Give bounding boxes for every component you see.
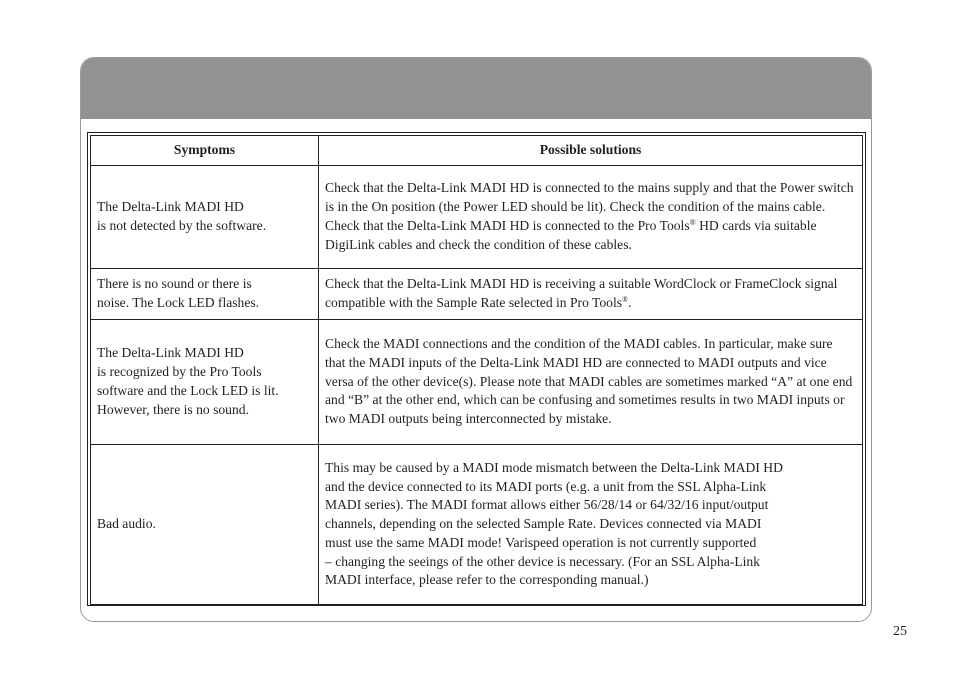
page-number: 25 xyxy=(893,624,907,639)
symptom-line: The Delta-Link MADI HD xyxy=(97,345,244,361)
symptom-line: is not detected by the software. xyxy=(97,218,267,233)
solution-cell xyxy=(319,269,863,320)
solution-line: – changing the seeings of the other device is necessary. (For an SSL Alpha-Link xyxy=(325,553,761,569)
symptom-cell xyxy=(91,320,319,445)
registered-mark: ® xyxy=(689,218,696,227)
header-band xyxy=(81,58,871,119)
symptom-line: The Delta-Link MADI HD xyxy=(97,199,244,215)
header-possible-solutions: Possible solutions xyxy=(319,136,863,166)
symptom-line: However, there is no sound. xyxy=(97,401,249,417)
symptom-line: There is no sound or there is xyxy=(97,276,252,292)
solution-line: MADI series). The MADI format allows either 56/28/14 or 64/32/16 input/output xyxy=(325,497,769,513)
symptom-line: software and the Lock LED is lit. xyxy=(97,383,279,398)
table-header-row xyxy=(91,136,863,166)
solution-line: This may be caused by a MADI mode mismatch between the Delta-Link MADI HD xyxy=(325,459,783,475)
troubleshooting-table xyxy=(90,135,863,605)
table-row xyxy=(91,166,863,269)
header-symptoms: Symptoms xyxy=(91,136,319,166)
table-row xyxy=(91,320,863,445)
table-row xyxy=(91,269,863,320)
registered-mark: ® xyxy=(622,295,629,304)
symptom-line: noise. The Lock LED flashes. xyxy=(97,295,260,310)
solution-line: MADI interface, please refer to the corresponding manual.) xyxy=(325,572,649,588)
page-frame xyxy=(80,57,872,622)
solution-line: channels, depending on the selected Sample Rate. Devices connected via MADI xyxy=(325,516,762,532)
solution-text: Check that the Delta-Link MADI HD is connected to the mains supply and that the Power switch is in the On position (the Power LED should be lit). Check the condition of the mains cable. Check that the Delta-Link MADI HD is connected to the Pro Tools xyxy=(325,180,854,233)
solution-cell: Check the MADI connections and the condition of the MADI cables. In particular, make sure that the MADI inputs of the Delta-Link MADI HD are connected to MADI outputs and vice versa of the other device(s). Please note that MADI cables are sometimes marked “A” at one end and “B” at the other end, which can be confusing and sometimes results in two MADI inputs or two MADI outputs being interconnected by mistake. xyxy=(319,320,863,445)
symptom-cell xyxy=(91,269,319,320)
solution-text: . xyxy=(628,295,632,310)
troubleshooting-table-border xyxy=(87,132,866,606)
symptom-cell: Bad audio. xyxy=(91,445,319,605)
solution-cell xyxy=(319,445,863,605)
solution-line: must use the same MADI mode! Varispeed operation is not currently supported xyxy=(325,534,757,550)
solution-cell xyxy=(319,166,863,269)
solution-line: and the device connected to its MADI ports (e.g. a unit from the SSL Alpha-Link xyxy=(325,478,767,494)
solution-text: Check that the Delta-Link MADI HD is receiving a suitable WordClock or FrameClock signal compatible with the Sample Rate selected in Pro Tools xyxy=(325,276,838,310)
table-row xyxy=(91,445,863,605)
solution-text: HD cards via suitable DigiLink cables and check the condition of these cables. xyxy=(325,218,817,252)
symptom-cell xyxy=(91,166,319,269)
symptom-line: is recognized by the Pro Tools xyxy=(97,364,262,380)
